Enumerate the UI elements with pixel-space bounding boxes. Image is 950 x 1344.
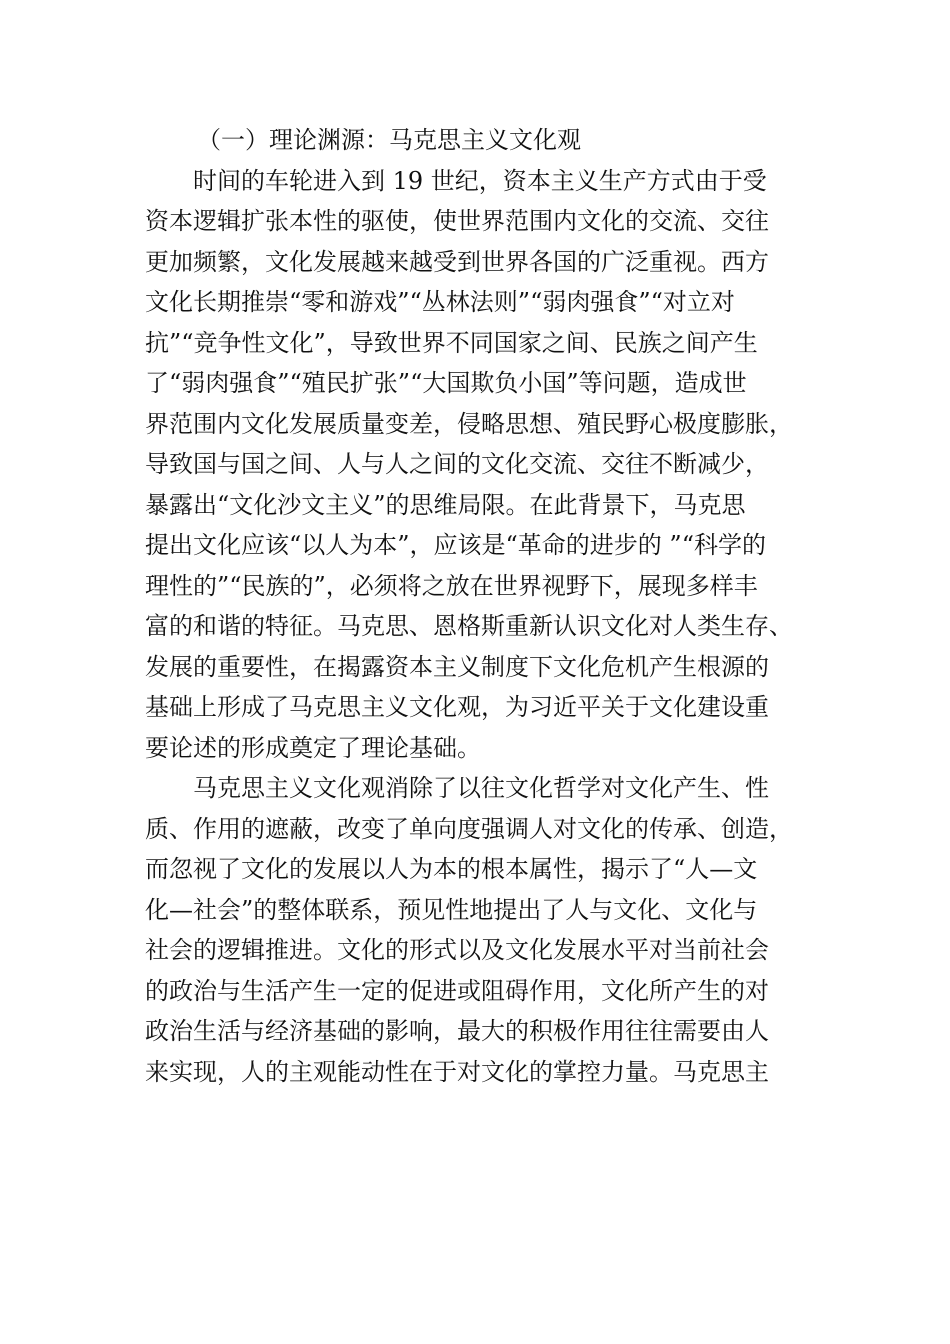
text-line: 的政治与生活产生一定的促进或阻碍作用，文化所产生的对 bbox=[145, 976, 769, 1005]
text-line: 基础上形成了马克思主义文化观，为习近平关于文化建设重 bbox=[145, 693, 769, 721]
text-line: 富的和谐的特征。马克思、恩格斯重新认识文化对人类生存、 bbox=[145, 612, 793, 640]
text-line: 要论述的形成奠定了理论基础。 bbox=[145, 733, 481, 762]
text-line: 界范围内文化发展质量变差，侵略思想、殖民野心极度膨胀， bbox=[145, 409, 793, 438]
text-line: 资本逻辑扩张本性的驱使，使世界范围内文化的交流、交往 bbox=[145, 207, 769, 235]
text-line: 而忽视了文化的发展以人为本的根本属性，揭示了“人—文 bbox=[145, 855, 758, 883]
text-line: 发展的重要性，在揭露资本主义制度下文化危机产生根源的 bbox=[145, 652, 769, 681]
text-line: 马克思主义文化观消除了以往文化哲学对文化产生、性 bbox=[193, 774, 769, 802]
text-line: 时间的车轮进入到 19 世纪，资本主义生产方式由于受 bbox=[193, 166, 767, 195]
text-line: 文化长期推崇“零和游戏”“丛林法则”“弱肉强食”“对立对 bbox=[145, 288, 735, 316]
text-line: 导致国与国之间、人与人之间的文化交流、交往不断减少， bbox=[145, 450, 769, 478]
text-line: 质、作用的遮蔽，改变了单向度强调人对文化的传承、创造， bbox=[145, 814, 793, 843]
text-line: 提出文化应该“以人为本”，应该是“革命的进步的 ”“科学的 bbox=[145, 531, 766, 559]
text-line: 理性的”“民族的”，必须将之放在世界视野下，展现多样丰 bbox=[145, 571, 758, 600]
paragraph-1 bbox=[145, 161, 825, 769]
text-line: 化—社会”的整体联系，预见性地提出了人与文化、文化与 bbox=[145, 895, 758, 924]
text-line: 暴露出“文化沙文主义”的思维局限。在此背景下，马克思 bbox=[145, 490, 746, 519]
text-line: 社会的逻辑推进。文化的形式以及文化发展水平对当前社会 bbox=[145, 936, 769, 964]
text-line: 来实现，人的主观能动性在于对文化的掌控力量。马克思主 bbox=[145, 1057, 769, 1086]
paragraph-2 bbox=[145, 768, 825, 1092]
document-body bbox=[145, 120, 825, 1092]
text-line: 政治生活与经济基础的影响，最大的积极作用往往需要由人 bbox=[145, 1017, 769, 1045]
text-line: 抗”“竞争性文化”，导致世界不同国家之间、民族之间产生 bbox=[145, 328, 758, 357]
text-line: 了“弱肉强食”“殖民扩张”“大国欺负小国”等问题，造成世 bbox=[145, 369, 747, 397]
section-heading: （一）理论渊源：马克思主义文化观 bbox=[197, 126, 581, 154]
text-line: 更加频繁，文化发展越来越受到世界各国的广泛重视。西方 bbox=[145, 247, 769, 276]
